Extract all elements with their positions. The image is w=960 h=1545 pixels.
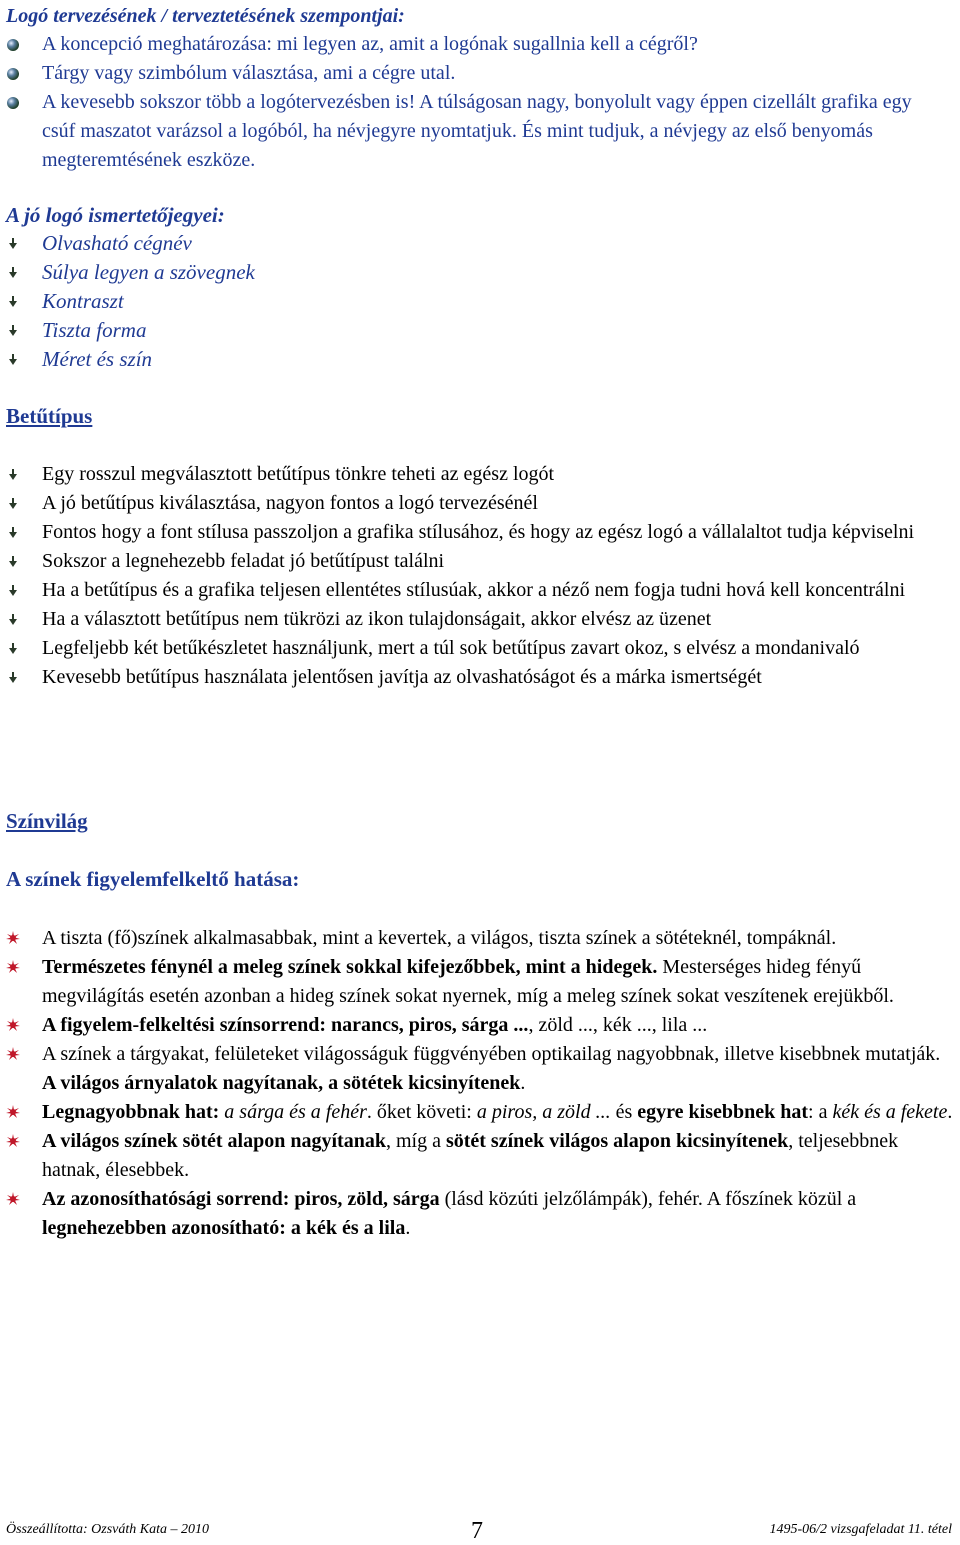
list-item: A tiszta (fő)színek alkalmasabbak, mint a kevertek, a világos, tiszta színek a sötéteknél, tompáknál.: [6, 924, 956, 953]
color-effects-list: [6, 924, 956, 1243]
arrow-bullet-icon: [6, 526, 20, 540]
arrow-bullet-icon: [6, 468, 20, 482]
list-item: Egy rosszul megválasztott betűtípus tönkre teheti az egész logót: [6, 460, 956, 489]
arrow-bullet-icon: [6, 295, 20, 309]
list-item: Ha a betűtípus és a grafika teljesen ellentétes stílusúak, akkor a néző nem fogja tudni hová kell koncentrálni: [6, 576, 956, 605]
footer-exam-id: 1495-06/2 vizsgafeladat 11. tétel: [769, 1522, 952, 1537]
list-item: A világos színek sötét alapon nagyítanak, míg a sötét színek világos alapon kicsinyítenek, teljesebbnek hatnak, élesebbek.: [6, 1127, 956, 1185]
arrow-bullet-icon: [6, 613, 20, 627]
list-item: Tárgy vagy szimbólum választása, ami a cégre utal.: [6, 59, 946, 88]
list-item: Tiszta forma: [6, 316, 946, 345]
section-title-good-logo: A jó logó ismertetőjegyei:: [6, 203, 225, 227]
font-list: [6, 460, 956, 692]
list-item: Legfeljebb két betűkészletet használjunk, mert a túl sok betűtípus zavart okoz, s elvész a mondanivaló: [6, 634, 956, 663]
sphere-bullet-icon: [6, 96, 20, 110]
arrow-bullet-icon: [6, 555, 20, 569]
arrow-bullet-icon: [6, 266, 20, 280]
section-title-colors: Színvilág: [6, 809, 88, 833]
list-item: A figyelem-felkeltési színsorrend: narancs, piros, sárga ..., zöld ..., kék ..., lila ...: [6, 1011, 956, 1040]
starburst-bullet-icon: [6, 1047, 20, 1061]
starburst-bullet-icon: [6, 960, 20, 974]
list-item: A koncepció meghatározása: mi legyen az, amit a logónak sugallnia kell a cégről?: [6, 30, 946, 59]
starburst-bullet-icon: [6, 1134, 20, 1148]
list-item: Sokszor a legnehezebb feladat jó betűtípust találni: [6, 547, 956, 576]
list-item: Legnagyobbnak hat: a sárga és a fehér. őket követi: a piros, a zöld ... és egyre kisebbnek hat: a kék és a fekete.: [6, 1098, 956, 1127]
sphere-bullet-icon: [6, 67, 20, 81]
list-item: Súlya legyen a szövegnek: [6, 258, 946, 287]
list-item: Méret és szín: [6, 345, 946, 374]
section-title-font: Betűtípus: [6, 404, 93, 428]
list-item: Kevesebb betűtípus használata jelentősen javítja az olvashatóságot és a márka ismertségét: [6, 663, 956, 692]
list-item: Természetes fénynél a meleg színek sokkal kifejezőbbek, mint a hidegek. Mesterséges hideg fényű megvilágítás esetén azonban a hideg színek sokat nyernek, míg a meleg színek sokat veszítenek erejükből.: [6, 953, 956, 1011]
list-item: A kevesebb sokszor több a logótervezésben is! A túlságosan nagy, bonyolult vagy éppen cizellált grafika egy csúf maszatot varázsol a logóból, ha névjegyre nyomtatjuk. És mint tudjuk, a névjegy az első benyomás megteremtésének eszköze.: [6, 88, 946, 175]
list-item: A jó betűtípus kiválasztása, nagyon fontos a logó tervezésénél: [6, 489, 956, 518]
arrow-bullet-icon: [6, 642, 20, 656]
arrow-bullet-icon: [6, 353, 20, 367]
starburst-bullet-icon: [6, 931, 20, 945]
section-title-color-effects: A színek figyelemfelkeltő hatása:: [6, 867, 300, 891]
list-item: Az azonosíthatósági sorrend: piros, zöld, sárga (lásd közúti jelzőlámpák), fehér. A főszínek közül a legnehezebben azonosítható: a kék és a lila.: [6, 1185, 956, 1243]
good-logo-list: [6, 229, 946, 374]
arrow-bullet-icon: [6, 237, 20, 251]
list-item: A színek a tárgyakat, felületeket világosságuk függvényében optikailag nagyobbnak, illetve kisebbnek mutatják. A világos árnyalatok nagyítanak, a sötétek kicsinyítenek.: [6, 1040, 956, 1098]
logo-design-list: [6, 30, 946, 175]
arrow-bullet-icon: [6, 497, 20, 511]
list-item: Ha a választott betűtípus nem tükrözi az ikon tulajdonságait, akkor elvész az üzenet: [6, 605, 956, 634]
page-number: 7: [471, 1518, 483, 1544]
footer-author: Összeállította: Ozsváth Kata – 2010: [6, 1522, 210, 1537]
section-title-logo-design: Logó tervezésének / terveztetésének szempontjai:: [6, 5, 405, 27]
starburst-bullet-icon: [6, 1018, 20, 1032]
starburst-bullet-icon: [6, 1105, 20, 1119]
list-item: Olvasható cégnév: [6, 229, 946, 258]
arrow-bullet-icon: [6, 671, 20, 685]
starburst-bullet-icon: [6, 1192, 20, 1206]
list-item: Kontraszt: [6, 287, 946, 316]
arrow-bullet-icon: [6, 584, 20, 598]
arrow-bullet-icon: [6, 324, 20, 338]
sphere-bullet-icon: [6, 38, 20, 52]
list-item: Fontos hogy a font stílusa passzoljon a grafika stílusához, és hogy az egész logó a vállalaltot tudja képviselni: [6, 518, 956, 547]
